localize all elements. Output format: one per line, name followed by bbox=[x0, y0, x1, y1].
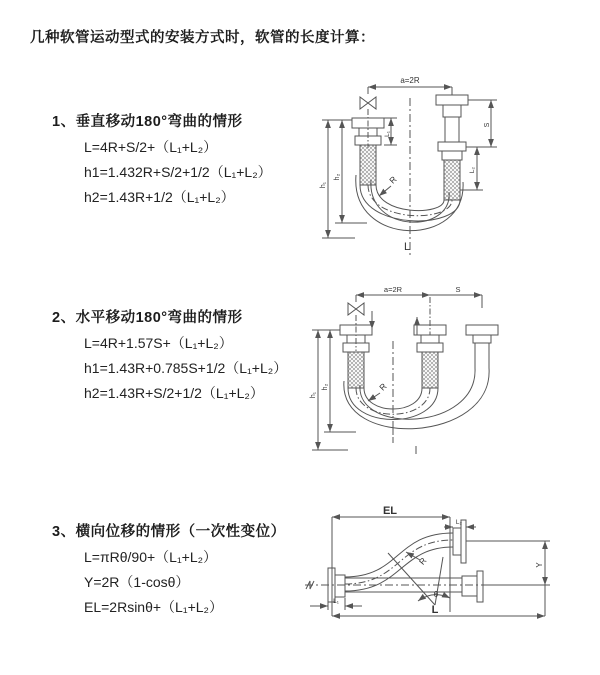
label-y: Y bbox=[535, 562, 544, 568]
left-pipe bbox=[352, 109, 384, 185]
left-pipe bbox=[340, 325, 372, 388]
section-3-heading: 3、横向位移的情形（一次性变位） bbox=[52, 524, 286, 540]
straight-pipe bbox=[345, 571, 483, 602]
label-a2r: a=2R bbox=[400, 76, 420, 85]
section-3-formula-EL: EL=2Rsinθ+（L₁+L₂） bbox=[84, 599, 223, 615]
section-1-formula-L: L=4R+S/2+（L₁+L₂） bbox=[84, 139, 218, 155]
label-el: EL bbox=[382, 505, 398, 517]
section-2 bbox=[52, 306, 287, 406]
upper-flange bbox=[453, 520, 466, 563]
right-pipe bbox=[466, 325, 498, 368]
label-s: S bbox=[484, 122, 491, 128]
section-3 bbox=[52, 520, 286, 620]
dim-a2r-s bbox=[356, 295, 482, 308]
label-h1: h₁ bbox=[320, 181, 327, 189]
dim-el bbox=[332, 517, 450, 616]
valve-icon bbox=[348, 303, 364, 315]
section-1-heading: 1、垂直移动180°弯曲的情形 bbox=[52, 114, 243, 130]
label-s: S bbox=[455, 285, 461, 294]
label-l1: L₁ bbox=[333, 598, 339, 605]
section-2-formula-L: L=4R+1.57S+（L₁+L₂） bbox=[84, 335, 233, 351]
section-3-formula-L: L=πRθ/90+（L₁+L₂） bbox=[84, 549, 218, 565]
section-1-formula-h1: h1=1.432R+S/2+1/2（L₁+L₂） bbox=[84, 164, 272, 180]
radius-leader bbox=[379, 186, 391, 196]
section-2-heading: 2、水平移动180°弯曲的情形 bbox=[52, 310, 243, 326]
label-length: L bbox=[403, 241, 411, 253]
dim-h1-h2 bbox=[312, 330, 356, 450]
dim-y bbox=[466, 541, 550, 616]
label-r: R bbox=[387, 174, 399, 186]
label-r: R bbox=[377, 381, 389, 393]
label-l2: L₂ bbox=[469, 166, 476, 174]
diagram-vertical-180-bend bbox=[305, 70, 555, 260]
label-length: L bbox=[431, 604, 439, 616]
section-1-formula-h2: h2=1.43R+1/2（L₁+L₂） bbox=[84, 189, 235, 205]
radius-leader bbox=[368, 393, 380, 401]
hose-bend-2 bbox=[344, 368, 489, 429]
section-1 bbox=[52, 110, 272, 210]
diagram-lateral-displacement bbox=[300, 500, 570, 650]
label-h1: h₁ bbox=[310, 391, 317, 399]
section-2-formula-h2: h2=1.43R+S/2+1/2（L₁+L₂） bbox=[84, 385, 264, 401]
hose-s-curve bbox=[345, 533, 453, 591]
label-h2: h₂ bbox=[322, 383, 329, 391]
label-l1: L₁ bbox=[384, 131, 391, 137]
label-l2: L₂ bbox=[455, 519, 463, 526]
label-h2: h₂ bbox=[334, 173, 341, 181]
section-3-formula-Y: Y=2R（1-cosθ） bbox=[84, 574, 190, 590]
label-theta: θ bbox=[433, 590, 439, 599]
dim-a2r bbox=[368, 87, 452, 95]
label-a2r: a=2R bbox=[383, 285, 403, 294]
page-title: 几种软管运动型式的安装方式时，软管的长度计算： bbox=[30, 30, 375, 46]
valve-icon bbox=[360, 97, 376, 109]
label-r: R bbox=[416, 555, 429, 567]
diagram-horizontal-180-bend bbox=[300, 283, 565, 463]
section-2-formula-h1: h1=1.43R+0.785S+1/2（L₁+L₂） bbox=[84, 360, 288, 376]
